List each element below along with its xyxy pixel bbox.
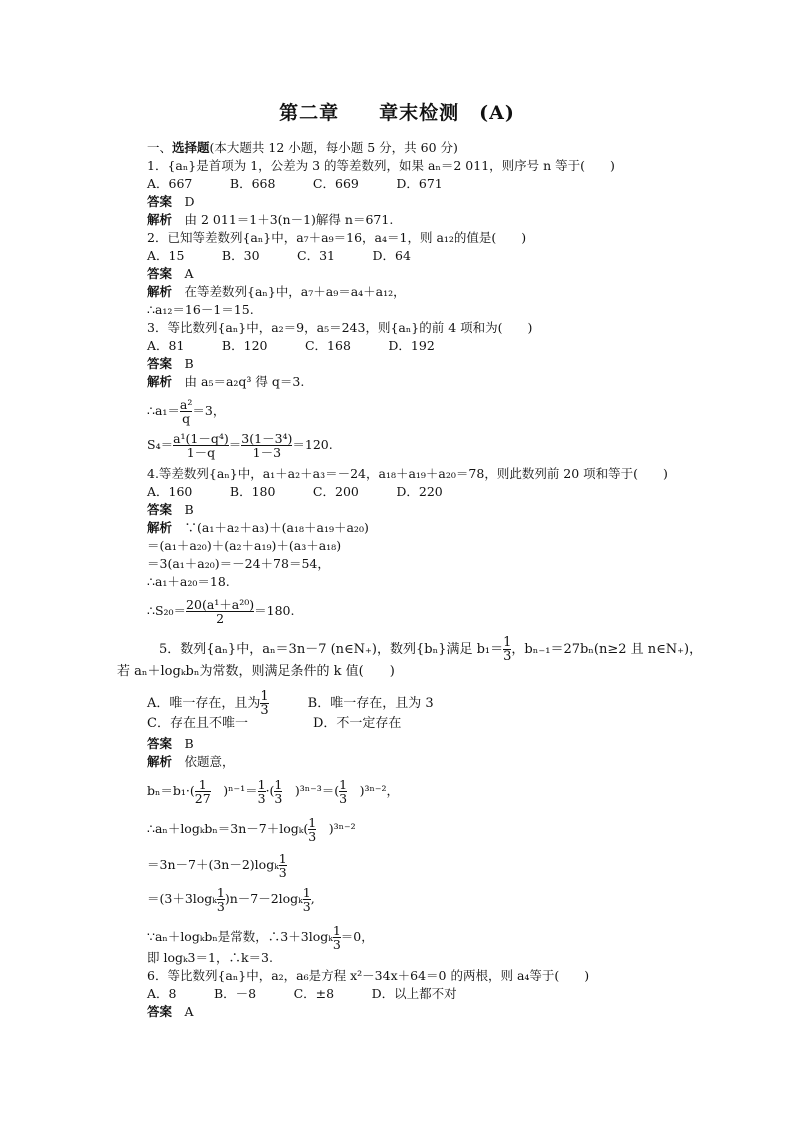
fraction-denominator: 3: [339, 791, 348, 806]
text-run: A．667 B．668 C．669 D．671: [147, 176, 443, 191]
text-run: 4.等差数列{aₙ}中，a₁＋a₂＋a₃＝－24，a₁₈＋a₁₉＋a₂₀＝78，则此数列前 20 项和等于( ): [147, 466, 668, 481]
text-run: ∵(a₁＋a₂＋a₃)＋(a₁₈＋a₁₉＋a₂₀): [172, 520, 369, 535]
text-line: [147, 230, 526, 246]
text-line: [147, 716, 401, 732]
text-run: D: [172, 194, 195, 209]
text-line: [147, 212, 393, 228]
text-run: 若 aₙ＋logₖbₙ为常数，则满足条件的 k 值( ): [117, 664, 395, 679]
text-line: [147, 284, 406, 300]
text-line: [147, 924, 374, 951]
fraction-numerator: 1: [308, 815, 317, 830]
text-line: [147, 520, 369, 536]
text-line: [147, 176, 443, 192]
text-run: ＝(a₁＋a₂₀)＋(a₂＋a₁₉)＋(a₃＋a₁₈): [147, 538, 342, 553]
section-label: 答案: [147, 1004, 173, 1019]
text-line: [147, 778, 399, 805]
text-line: [147, 1004, 194, 1020]
fraction-numerator: 1: [503, 635, 512, 650]
text-line: [147, 302, 254, 318]
fraction: [308, 816, 316, 843]
section-label: 解析: [147, 374, 173, 389]
text-run: ∴a₁＝: [147, 403, 180, 418]
text-run: )³ⁿ⁻²，: [347, 783, 400, 798]
text-line: [147, 968, 589, 984]
fraction-denominator: 27: [194, 791, 211, 806]
text-line: [147, 538, 341, 554]
text-run: ∴S₂₀＝: [147, 603, 187, 618]
fraction: [173, 432, 229, 459]
fraction: [279, 852, 287, 879]
text-run: ∵aₙ＋logₖbₙ是常数，∴3＋3logₖ: [147, 929, 333, 944]
text-run: ＝3，: [192, 403, 226, 418]
fraction: [195, 778, 211, 805]
fraction-numerator: a²: [179, 397, 193, 412]
fraction-denominator: 3: [216, 899, 225, 914]
text-run: ∴a₁＋a₂₀＝18.: [147, 574, 230, 589]
text-run: 2．已知等差数列{aₙ}中，a₇＋a₉＝16，a₄＝1，则 a₁₂的值是( ): [147, 230, 527, 245]
text-line: [147, 950, 273, 966]
text-run: ·(: [265, 783, 275, 798]
fraction: [303, 886, 311, 913]
fraction-numerator: 1: [274, 777, 283, 792]
fraction-numerator: 1: [332, 923, 341, 938]
text-run: A．160 B．180 C．200 D．220: [147, 484, 443, 499]
text-run: A: [172, 1004, 194, 1019]
fraction-numerator: 1: [198, 777, 207, 792]
text-run: )n－7－2logₖ: [224, 891, 303, 906]
text-run: 一、: [147, 140, 173, 155]
fraction-denominator: 1－q: [173, 445, 229, 459]
text-run: 5．数列{aₙ}中，aₙ＝3n－7 (n∈N₊)，数列{bₙ}满足 b₁＝: [159, 642, 504, 657]
text-run: )ⁿ⁻¹＝: [210, 783, 258, 798]
fraction-numerator: 3(1－3⁴): [241, 431, 293, 446]
text-line: [147, 754, 235, 770]
text-run: ＝120.: [292, 437, 333, 452]
text-run: A．唯一存在，且为: [147, 696, 261, 711]
text-line: [147, 886, 315, 913]
text-run: ＝0，: [340, 929, 374, 944]
section-label: 答案: [147, 194, 173, 209]
text-line: [147, 690, 434, 717]
section-label: 解析: [147, 212, 173, 227]
text-line: [147, 158, 615, 174]
fraction-numerator: a¹(1－q⁴): [173, 431, 229, 446]
fraction-numerator: 20(a¹＋a²⁰): [186, 597, 255, 612]
text-run: 6．等比数列{aₙ}中，a₂，a₆是方程 x²－34x＋64＝0 的两根，则 a₄等于( ): [147, 968, 590, 983]
text-line: [147, 556, 330, 572]
text-run: ,: [310, 891, 315, 906]
text-run: ∴aₙ＋logₖbₙ＝3n－7＋logₖ(: [147, 821, 309, 836]
fraction-numerator: 1: [278, 851, 287, 866]
text-line: [147, 356, 194, 372]
fraction: [217, 886, 225, 913]
text-run: )³ⁿ⁻²: [316, 821, 356, 836]
fraction-numerator: 1: [216, 885, 225, 900]
section-label: 答案: [147, 502, 173, 517]
fraction-denominator: 3: [503, 649, 512, 664]
text-line: [147, 432, 333, 459]
text-line: [147, 248, 411, 264]
text-line: [147, 502, 194, 518]
text-line: [147, 484, 443, 500]
fraction-denominator: 3: [278, 865, 287, 880]
text-run: ＝: [228, 437, 242, 452]
text-run: (本大题共 12 小题，每小题 5 分，共 60 分): [209, 140, 458, 155]
text-run: bₙ＝b₁·: [147, 783, 190, 798]
section-label: 答案: [147, 266, 173, 281]
text-run: A: [172, 266, 194, 281]
fraction-denominator: 3: [257, 791, 266, 806]
text-run: B．唯一存在，且为 3: [268, 696, 434, 711]
text-line: [147, 320, 532, 336]
section-label: 答案: [147, 736, 173, 751]
text-run: ＝3(a₁＋a₂₀)＝－24＋78＝54，: [147, 556, 330, 571]
text-run: ＝(3＋3logₖ: [147, 891, 217, 906]
fraction: [258, 778, 266, 805]
fraction-denominator: q: [180, 411, 192, 425]
fraction: [333, 924, 341, 951]
text-line: [147, 816, 356, 843]
fraction-denominator: 3: [302, 899, 311, 914]
section-label: 选择题: [172, 140, 210, 155]
text-line: [147, 266, 194, 282]
text-run: )³ⁿ⁻³＝(: [282, 783, 340, 798]
text-line: [147, 852, 287, 879]
section-label: 答案: [147, 356, 173, 371]
fraction-denominator: 2: [186, 611, 254, 625]
fraction-denominator: 1－3: [241, 445, 292, 459]
text-run: B: [172, 736, 194, 751]
text-line: [117, 664, 395, 680]
text-run: 由 a₅＝a₂q³ 得 q＝3.: [172, 374, 305, 389]
fraction-denominator: 3: [274, 791, 283, 806]
text-run: 1．{aₙ}是首项为 1，公差为 3 的等差数列，如果 aₙ＝2 011，则序号 n 等于( ): [147, 158, 615, 173]
section-label: 解析: [147, 284, 173, 299]
text-run: 3．等比数列{aₙ}中，a₂＝9，a₅＝243，则{aₙ}的前 4 项和为( ): [147, 320, 533, 335]
text-run: C．存在且不唯一 D．不一定存在: [147, 716, 402, 731]
text-line: [147, 140, 458, 156]
text-line: [147, 466, 668, 482]
text-run: S₄＝: [147, 437, 174, 452]
text-run: A．15 B．30 C．31 D．64: [147, 248, 411, 263]
fraction-denominator: 3: [308, 829, 317, 844]
fraction: [339, 778, 347, 805]
text-run: A．81 B．120 C．168 D．192: [147, 338, 435, 353]
text-run: 依题意，: [172, 754, 235, 769]
fraction-numerator: 1: [260, 689, 269, 704]
text-line: [147, 736, 194, 752]
text-run: ＝3n－7＋(3n－2)logₖ: [147, 857, 279, 872]
text-line: [159, 636, 702, 663]
fraction: [241, 432, 292, 459]
text-run: 即 logₖ3＝1，∴k＝3.: [147, 950, 273, 965]
text-line: [147, 398, 225, 425]
text-line: [147, 986, 457, 1002]
text-run: (: [189, 783, 195, 798]
fraction: [186, 598, 254, 625]
text-run: B: [172, 356, 194, 371]
text-line: [147, 338, 435, 354]
section-label: 解析: [147, 520, 173, 535]
text-line: [147, 194, 195, 210]
fraction-numerator: 1: [257, 777, 266, 792]
text-line: [147, 598, 295, 625]
text-line: [147, 574, 230, 590]
text-run: A．8 B．－8 C．±8 D．以上都不对: [147, 986, 457, 1001]
fraction-numerator: 1: [339, 777, 348, 792]
page-title: 第二章 章末检测 (A): [279, 102, 515, 124]
fraction: [180, 398, 192, 425]
text-run: B: [172, 502, 194, 517]
fraction-denominator: 3: [260, 703, 269, 718]
text-run: 由 2 011＝1＋3(n－1)解得 n＝671.: [172, 212, 394, 227]
section-label: 解析: [147, 754, 173, 769]
fraction-denominator: 3: [332, 937, 341, 952]
text-run: ∴a₁₂＝16－1＝15.: [147, 302, 254, 317]
text-run: ＝180.: [254, 603, 295, 618]
text-line: [147, 374, 304, 390]
fraction-numerator: 1: [302, 885, 311, 900]
text-run: 在等差数列{aₙ}中，a₇＋a₉＝a₄＋a₁₂，: [172, 284, 406, 299]
text-run: ，bₙ₋₁＝27bₙ(n≥2 且 n∈N₊)，: [511, 642, 703, 657]
fraction: [260, 690, 268, 717]
